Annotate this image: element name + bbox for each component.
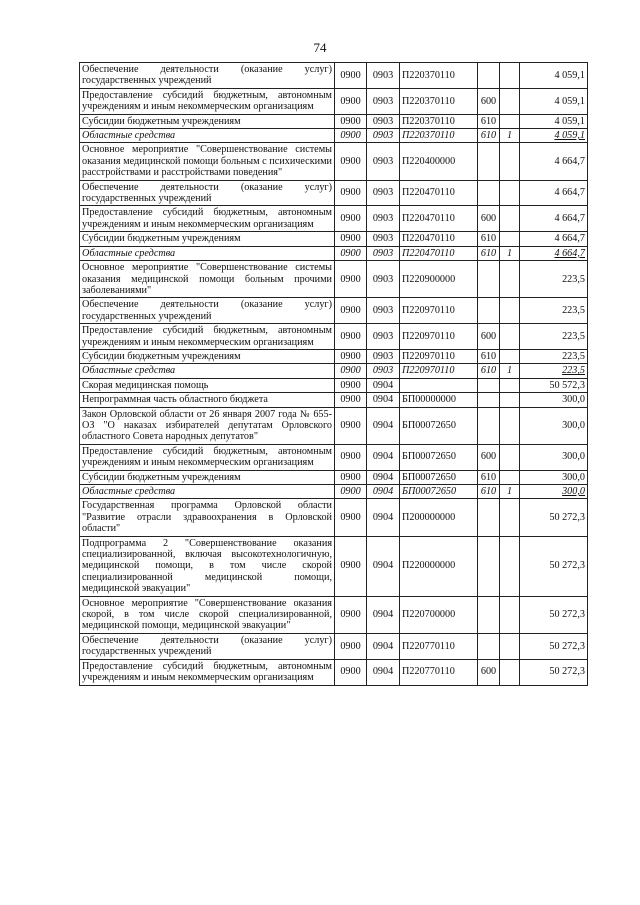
section-code: 0900: [335, 499, 367, 536]
target-article-code: П220770110: [400, 659, 478, 685]
section-code: 0900: [335, 180, 367, 206]
section-code: 0900: [335, 536, 367, 596]
expense-type-code: [478, 633, 500, 659]
subsection-code: 0904: [367, 470, 400, 484]
target-article-code: [400, 378, 478, 392]
funding-source-code: [500, 349, 520, 363]
target-article-code: П220400000: [400, 143, 478, 180]
expense-type-code: 600: [478, 88, 500, 114]
funding-source-code: [500, 298, 520, 324]
amount: 4 664,7: [520, 232, 588, 246]
funding-source-code: [500, 499, 520, 536]
table-row: [80, 143, 588, 180]
table-body: [80, 63, 588, 686]
expense-type-code: [478, 63, 500, 89]
section-code: 0900: [335, 393, 367, 407]
section-code: 0900: [335, 298, 367, 324]
row-name: Областные средства: [80, 364, 335, 378]
target-article-code: П220970110: [400, 298, 478, 324]
section-code: 0900: [335, 114, 367, 128]
section-code: 0900: [335, 143, 367, 180]
row-name: Областные средства: [80, 129, 335, 143]
budget-table: [79, 62, 588, 686]
expense-type-code: 610: [478, 364, 500, 378]
expense-type-code: [478, 407, 500, 444]
table-row: [80, 232, 588, 246]
amount: 223,5: [520, 364, 588, 378]
row-name: Областные средства: [80, 485, 335, 499]
table-row: [80, 470, 588, 484]
table-row: [80, 349, 588, 363]
expense-type-code: 600: [478, 206, 500, 232]
amount: 300,0: [520, 444, 588, 470]
section-code: 0900: [335, 659, 367, 685]
subsection-code: 0904: [367, 444, 400, 470]
section-code: 0900: [335, 324, 367, 350]
row-name: Основное мероприятие "Совершенствование оказания скорой, в том числе скорой специализированной, медицинской помощи, медицинской эвакуации": [80, 596, 335, 633]
amount: 300,0: [520, 485, 588, 499]
row-name: Обеспечение деятельности (оказание услуг) государственных учреждений: [80, 298, 335, 324]
section-code: 0900: [335, 633, 367, 659]
row-name: Непрограммная часть областного бюджета: [80, 393, 335, 407]
subsection-code: 0903: [367, 232, 400, 246]
table-row: [80, 485, 588, 499]
target-article-code: БП00072650: [400, 470, 478, 484]
subsection-code: 0903: [367, 180, 400, 206]
target-article-code: П220370110: [400, 114, 478, 128]
amount: 4 664,7: [520, 143, 588, 180]
subsection-code: 0903: [367, 143, 400, 180]
row-name: Субсидии бюджетным учреждениям: [80, 114, 335, 128]
row-name: Обеспечение деятельности (оказание услуг) государственных учреждений: [80, 63, 335, 89]
table-row: [80, 633, 588, 659]
funding-source-code: 1: [500, 129, 520, 143]
table-row: [80, 298, 588, 324]
expense-type-code: 610: [478, 349, 500, 363]
section-code: 0900: [335, 407, 367, 444]
subsection-code: 0903: [367, 88, 400, 114]
row-name: Подпрограмма 2 "Совершенствование оказания специализированной, включая высокотехнологичную, медицинской помощи, в том числе скорой специализированной медицинской помощи, медицинской эвакуации": [80, 536, 335, 596]
table-row: [80, 180, 588, 206]
target-article-code: П220370110: [400, 129, 478, 143]
amount: 50 272,3: [520, 633, 588, 659]
subsection-code: 0904: [367, 596, 400, 633]
target-article-code: П220000000: [400, 536, 478, 596]
target-article-code: П220970110: [400, 349, 478, 363]
row-name: Скорая медицинская помощь: [80, 378, 335, 392]
target-article-code: БП00072650: [400, 485, 478, 499]
row-name: Обеспечение деятельности (оказание услуг) государственных учреждений: [80, 633, 335, 659]
target-article-code: П220970110: [400, 364, 478, 378]
table-row: [80, 206, 588, 232]
target-article-code: П200000000: [400, 499, 478, 536]
subsection-code: 0904: [367, 407, 400, 444]
subsection-code: 0904: [367, 393, 400, 407]
section-code: 0900: [335, 485, 367, 499]
funding-source-code: [500, 63, 520, 89]
target-article-code: П220470110: [400, 246, 478, 260]
section-code: 0900: [335, 378, 367, 392]
row-name: Предоставление субсидий бюджетным, автономным учреждениям и иным некоммерческим организациям: [80, 659, 335, 685]
target-article-code: П220700000: [400, 596, 478, 633]
expense-type-code: 610: [478, 246, 500, 260]
amount: 50 572,3: [520, 378, 588, 392]
expense-type-code: [478, 499, 500, 536]
expense-type-code: [478, 393, 500, 407]
expense-type-code: 610: [478, 129, 500, 143]
funding-source-code: [500, 407, 520, 444]
amount: 4 059,1: [520, 114, 588, 128]
funding-source-code: [500, 378, 520, 392]
expense-type-code: [478, 536, 500, 596]
funding-source-code: [500, 444, 520, 470]
table-row: [80, 246, 588, 260]
table-row: [80, 596, 588, 633]
expense-type-code: [478, 261, 500, 298]
section-code: 0900: [335, 88, 367, 114]
target-article-code: П220900000: [400, 261, 478, 298]
funding-source-code: [500, 324, 520, 350]
section-code: 0900: [335, 232, 367, 246]
amount: 4 059,1: [520, 88, 588, 114]
funding-source-code: [500, 180, 520, 206]
row-name: Предоставление субсидий бюджетным, автономным учреждениям и иным некоммерческим организациям: [80, 324, 335, 350]
amount: 50 272,3: [520, 536, 588, 596]
row-name: Субсидии бюджетным учреждениям: [80, 232, 335, 246]
amount: 4 664,7: [520, 180, 588, 206]
funding-source-code: [500, 596, 520, 633]
funding-source-code: [500, 470, 520, 484]
expense-type-code: 600: [478, 444, 500, 470]
subsection-code: 0903: [367, 364, 400, 378]
subsection-code: 0903: [367, 129, 400, 143]
row-name: Предоставление субсидий бюджетным, автономным учреждениям и иным некоммерческим организациям: [80, 444, 335, 470]
amount: 223,5: [520, 324, 588, 350]
subsection-code: 0904: [367, 659, 400, 685]
amount: 4 664,7: [520, 206, 588, 232]
section-code: 0900: [335, 261, 367, 298]
row-name: Субсидии бюджетным учреждениям: [80, 470, 335, 484]
table-row: [80, 63, 588, 89]
page-number: 74: [313, 40, 327, 55]
target-article-code: П220970110: [400, 324, 478, 350]
section-code: 0900: [335, 246, 367, 260]
target-article-code: П220370110: [400, 63, 478, 89]
amount: 50 272,3: [520, 499, 588, 536]
section-code: 0900: [335, 444, 367, 470]
amount: 4 664,7: [520, 246, 588, 260]
funding-source-code: [500, 232, 520, 246]
section-code: 0900: [335, 596, 367, 633]
target-article-code: БП00000000: [400, 393, 478, 407]
table-row: [80, 364, 588, 378]
target-article-code: П220370110: [400, 88, 478, 114]
funding-source-code: [500, 114, 520, 128]
expense-type-code: 600: [478, 324, 500, 350]
row-name: Предоставление субсидий бюджетным, автономным учреждениям и иным некоммерческим организациям: [80, 88, 335, 114]
row-name: Субсидии бюджетным учреждениям: [80, 349, 335, 363]
funding-source-code: 1: [500, 485, 520, 499]
table-row: [80, 261, 588, 298]
table-row: [80, 659, 588, 685]
target-article-code: БП00072650: [400, 407, 478, 444]
expense-type-code: [478, 378, 500, 392]
table-row: [80, 129, 588, 143]
row-name: Обеспечение деятельности (оказание услуг) государственных учреждений: [80, 180, 335, 206]
amount: 223,5: [520, 261, 588, 298]
table-row: [80, 88, 588, 114]
expense-type-code: [478, 180, 500, 206]
funding-source-code: [500, 261, 520, 298]
subsection-code: 0903: [367, 63, 400, 89]
subsection-code: 0904: [367, 378, 400, 392]
expense-type-code: [478, 143, 500, 180]
section-code: 0900: [335, 470, 367, 484]
row-name: Основное мероприятие "Совершенствование системы оказания медицинской помощи больным прочими заболеваниями": [80, 261, 335, 298]
subsection-code: 0903: [367, 298, 400, 324]
funding-source-code: [500, 206, 520, 232]
row-name: Основное мероприятие "Совершенствование системы оказания медицинской помощи больным с психическими расстройствами и расстройствами поведения": [80, 143, 335, 180]
section-code: 0900: [335, 63, 367, 89]
row-name: Государственная программа Орловской области "Развитие отрасли здравоохранения в Орловской области": [80, 499, 335, 536]
funding-source-code: [500, 143, 520, 180]
target-article-code: БП00072650: [400, 444, 478, 470]
target-article-code: П220470110: [400, 206, 478, 232]
amount: 50 272,3: [520, 659, 588, 685]
subsection-code: 0903: [367, 349, 400, 363]
subsection-code: 0904: [367, 633, 400, 659]
amount: 4 059,1: [520, 63, 588, 89]
amount: 4 059,1: [520, 129, 588, 143]
table-row: [80, 444, 588, 470]
subsection-code: 0903: [367, 261, 400, 298]
section-code: 0900: [335, 364, 367, 378]
amount: 300,0: [520, 407, 588, 444]
subsection-code: 0904: [367, 485, 400, 499]
section-code: 0900: [335, 349, 367, 363]
subsection-code: 0904: [367, 499, 400, 536]
expense-type-code: [478, 596, 500, 633]
table-row: [80, 324, 588, 350]
amount: 300,0: [520, 470, 588, 484]
amount: 300,0: [520, 393, 588, 407]
funding-source-code: 1: [500, 246, 520, 260]
funding-source-code: [500, 536, 520, 596]
target-article-code: П220470110: [400, 180, 478, 206]
subsection-code: 0903: [367, 246, 400, 260]
section-code: 0900: [335, 129, 367, 143]
row-name: Закон Орловской области от 26 января 2007 года № 655-ОЗ "О наказах избирателей депутатам Орловского областного Совета народных депутатов": [80, 407, 335, 444]
expense-type-code: 610: [478, 485, 500, 499]
subsection-code: 0903: [367, 114, 400, 128]
table-row: [80, 114, 588, 128]
table-row: [80, 499, 588, 536]
amount: 223,5: [520, 298, 588, 324]
row-name: Предоставление субсидий бюджетным, автономным учреждениям и иным некоммерческим организациям: [80, 206, 335, 232]
funding-source-code: [500, 393, 520, 407]
row-name: Областные средства: [80, 246, 335, 260]
amount: 50 272,3: [520, 596, 588, 633]
funding-source-code: 1: [500, 364, 520, 378]
section-code: 0900: [335, 206, 367, 232]
table-row: [80, 536, 588, 596]
amount: 223,5: [520, 349, 588, 363]
funding-source-code: [500, 633, 520, 659]
subsection-code: 0903: [367, 324, 400, 350]
expense-type-code: 600: [478, 659, 500, 685]
table-row: [80, 407, 588, 444]
expense-type-code: 610: [478, 470, 500, 484]
expense-type-code: [478, 298, 500, 324]
expense-type-code: 610: [478, 232, 500, 246]
table-row: [80, 393, 588, 407]
target-article-code: П220770110: [400, 633, 478, 659]
subsection-code: 0903: [367, 206, 400, 232]
table-row: [80, 378, 588, 392]
expense-type-code: 610: [478, 114, 500, 128]
subsection-code: 0904: [367, 536, 400, 596]
target-article-code: П220470110: [400, 232, 478, 246]
funding-source-code: [500, 88, 520, 114]
funding-source-code: [500, 659, 520, 685]
